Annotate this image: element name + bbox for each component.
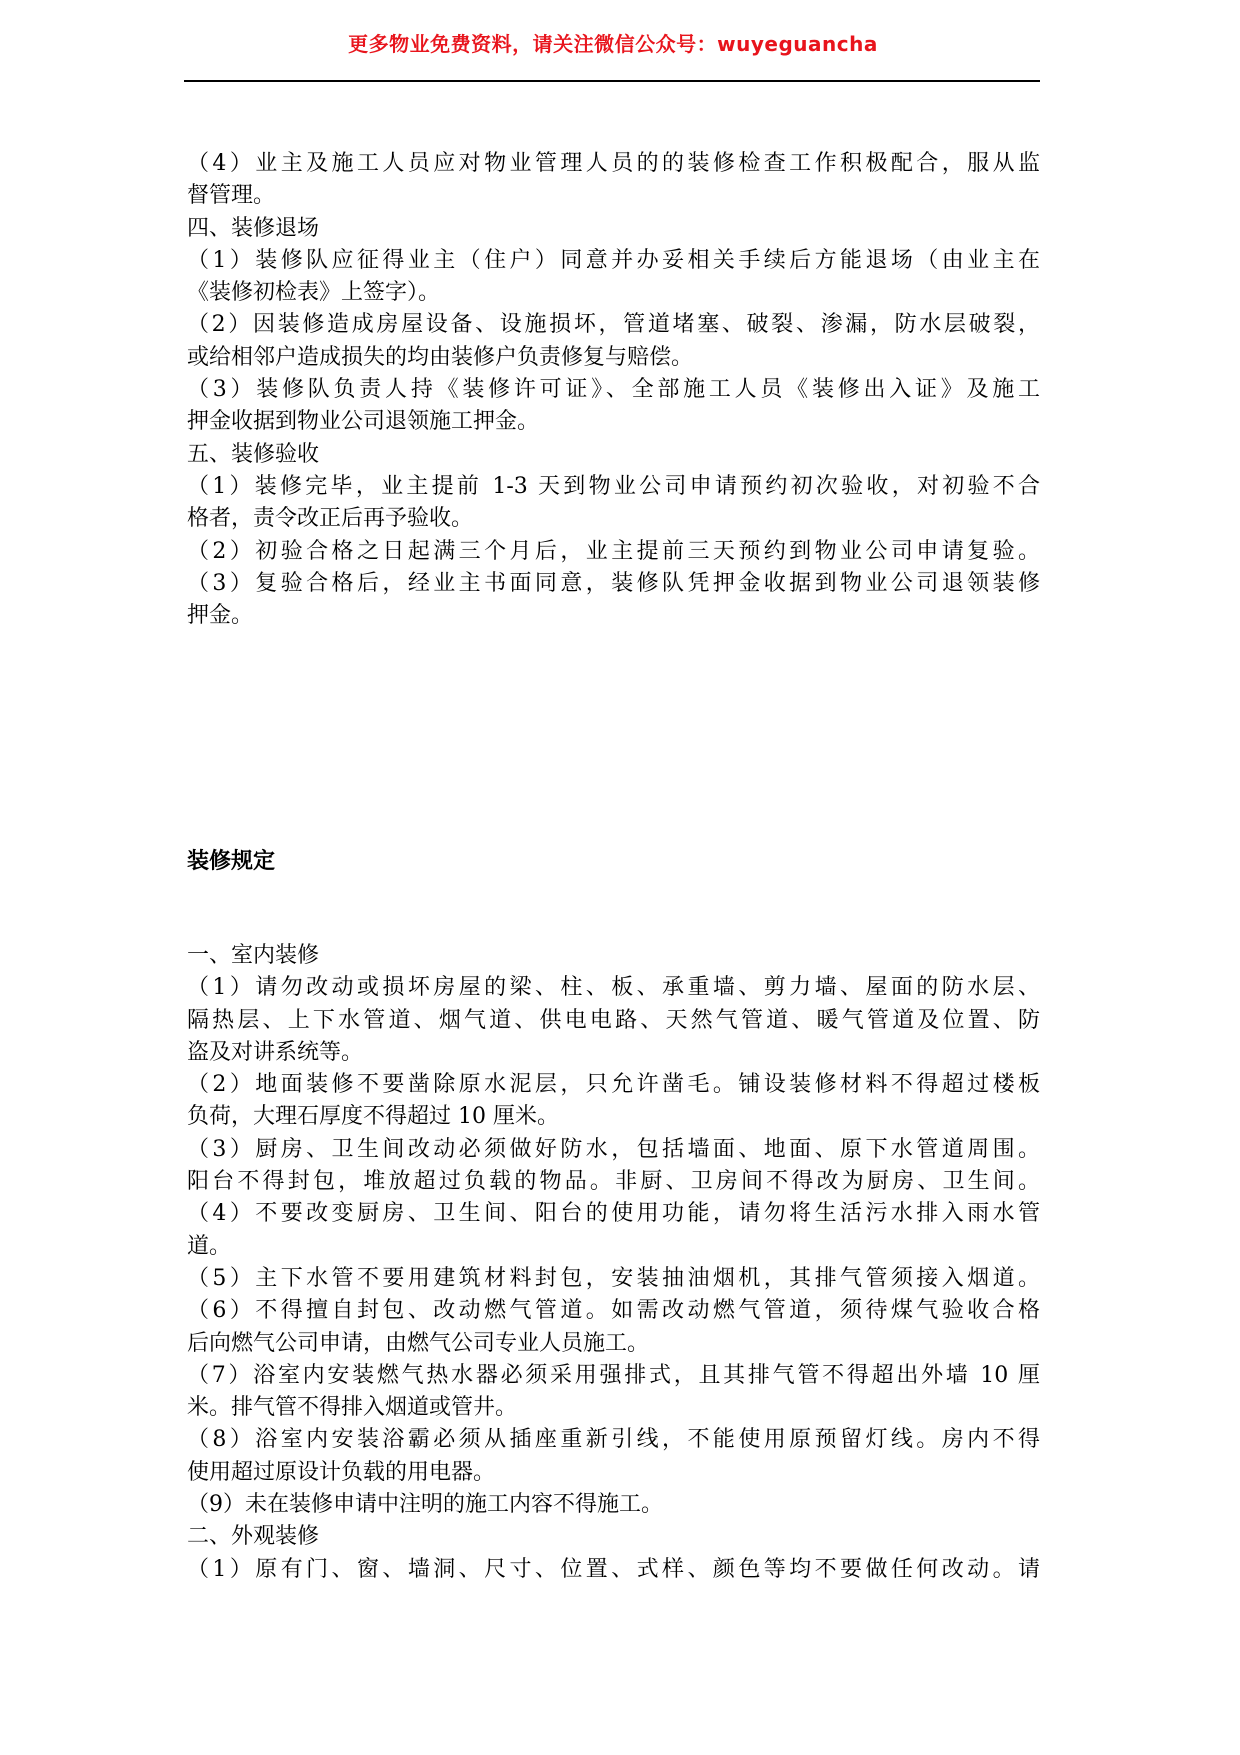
paragraph-line: 阳台不得封包，堆放超过负载的物品。非厨、卫房间不得改为厨房、卫生间。	[187, 1169, 1040, 1195]
paragraph-line: （2）初验合格之日起满三个月后，业主提前三天预约到物业公司申请复验。	[187, 538, 1040, 564]
paragraph-line: （3）装修队负责人持《装修许可证》、全部施工人员《装修出入证》及施工	[187, 377, 1040, 403]
paragraph-line: （2）地面装修不要凿除原水泥层，只允许凿毛。铺设装修材料不得超过楼板	[187, 1072, 1040, 1098]
paragraph-line: 五、装修验收	[187, 441, 320, 467]
paragraph-line: 押金。	[187, 603, 254, 629]
paragraph-line: （8）浴室内安装浴霸必须从插座重新引线，不能使用原预留灯线。房内不得	[187, 1427, 1040, 1453]
text-block-upper	[187, 148, 1040, 632]
text-block-lower	[187, 940, 1040, 1586]
paragraph-line: （3）厨房、卫生间改动必须做好防水，包括墙面、地面、原下水管道周围。	[187, 1136, 1040, 1162]
paragraph-line: 一、室内装修	[187, 943, 320, 968]
paragraph-line: 四、装修退场	[187, 215, 320, 241]
paragraph-line: 盗及对讲系统等。	[187, 1039, 364, 1065]
paragraph-line: 使用超过原设计负载的用电器。	[187, 1459, 496, 1485]
header-divider	[184, 80, 1040, 82]
paragraph-line: （4）不要改变厨房、卫生间、阳台的使用功能，请勿将生活污水排入雨水管	[187, 1201, 1040, 1227]
section-title: 装修规定	[187, 849, 276, 874]
paragraph-line: 二、外观装修	[187, 1524, 320, 1550]
paragraph-line: 米。排气管不得排入烟道或管井。	[187, 1395, 518, 1421]
paragraph-line: （9）未在装修申请中注明的施工内容不得施工。	[187, 1492, 663, 1518]
paragraph-line: （6）不得擅自封包、改动燃气管道。如需改动燃气管道，须待煤气验收合格	[187, 1298, 1040, 1324]
paragraph-line: （1）装修完毕，业主提前 1-3 天到物业公司申请预约初次验收，对初验不合	[187, 473, 1040, 499]
paragraph-line: 督管理。	[187, 183, 276, 209]
paragraph-line: （7）浴室内安装燃气热水器必须采用强排式，且其排气管不得超出外墙 10 厘	[187, 1362, 1040, 1388]
page-header-banner: 更多物业免费资料，请关注微信公众号：wuyeguancha	[348, 32, 878, 56]
paragraph-line: （3）复验合格后，经业主书面同意，装修队凭押金收据到物业公司退领装修	[187, 570, 1040, 596]
paragraph-line: 《装修初检表》上签字）。	[187, 280, 441, 306]
paragraph-line: 后向燃气公司申请，由燃气公司专业人员施工。	[187, 1330, 650, 1356]
paragraph-line: 隔热层、上下水管道、烟气道、供电电路、天然气管道、暖气管道及位置、防	[187, 1007, 1040, 1033]
paragraph-line: （1）装修队应征得业主（住户）同意并办妥相关手续后方能退场（由业主在	[187, 247, 1040, 273]
paragraph-line: 负荷，大理石厚度不得超过 10 厘米。	[187, 1104, 559, 1130]
paragraph-line: 道。	[187, 1233, 232, 1259]
paragraph-line: （2）因装修造成房屋设备、设施损坏，管道堵塞、破裂、渗漏，防水层破裂，	[187, 312, 1040, 338]
paragraph-line: 或给相邻户造成损失的均由装修户负责修复与赔偿。	[187, 344, 694, 370]
paragraph-line: （4）业主及施工人员应对物业管理人员的的装修检查工作积极配合，服从监	[187, 151, 1040, 176]
paragraph-line: （5）主下水管不要用建筑材料封包，安装抽油烟机，其排气管须接入烟道。	[187, 1265, 1040, 1291]
paragraph-line: 押金收据到物业公司退领施工押金。	[187, 409, 540, 435]
paragraph-line: 格者，责令改正后再予验收。	[187, 506, 474, 532]
paragraph-line: （1）原有门、窗、墙洞、尺寸、位置、式样、颜色等均不要做任何改动。请	[187, 1556, 1040, 1582]
paragraph-line: （1）请勿改动或损坏房屋的梁、柱、板、承重墙、剪力墙、屋面的防水层、	[187, 975, 1040, 1001]
